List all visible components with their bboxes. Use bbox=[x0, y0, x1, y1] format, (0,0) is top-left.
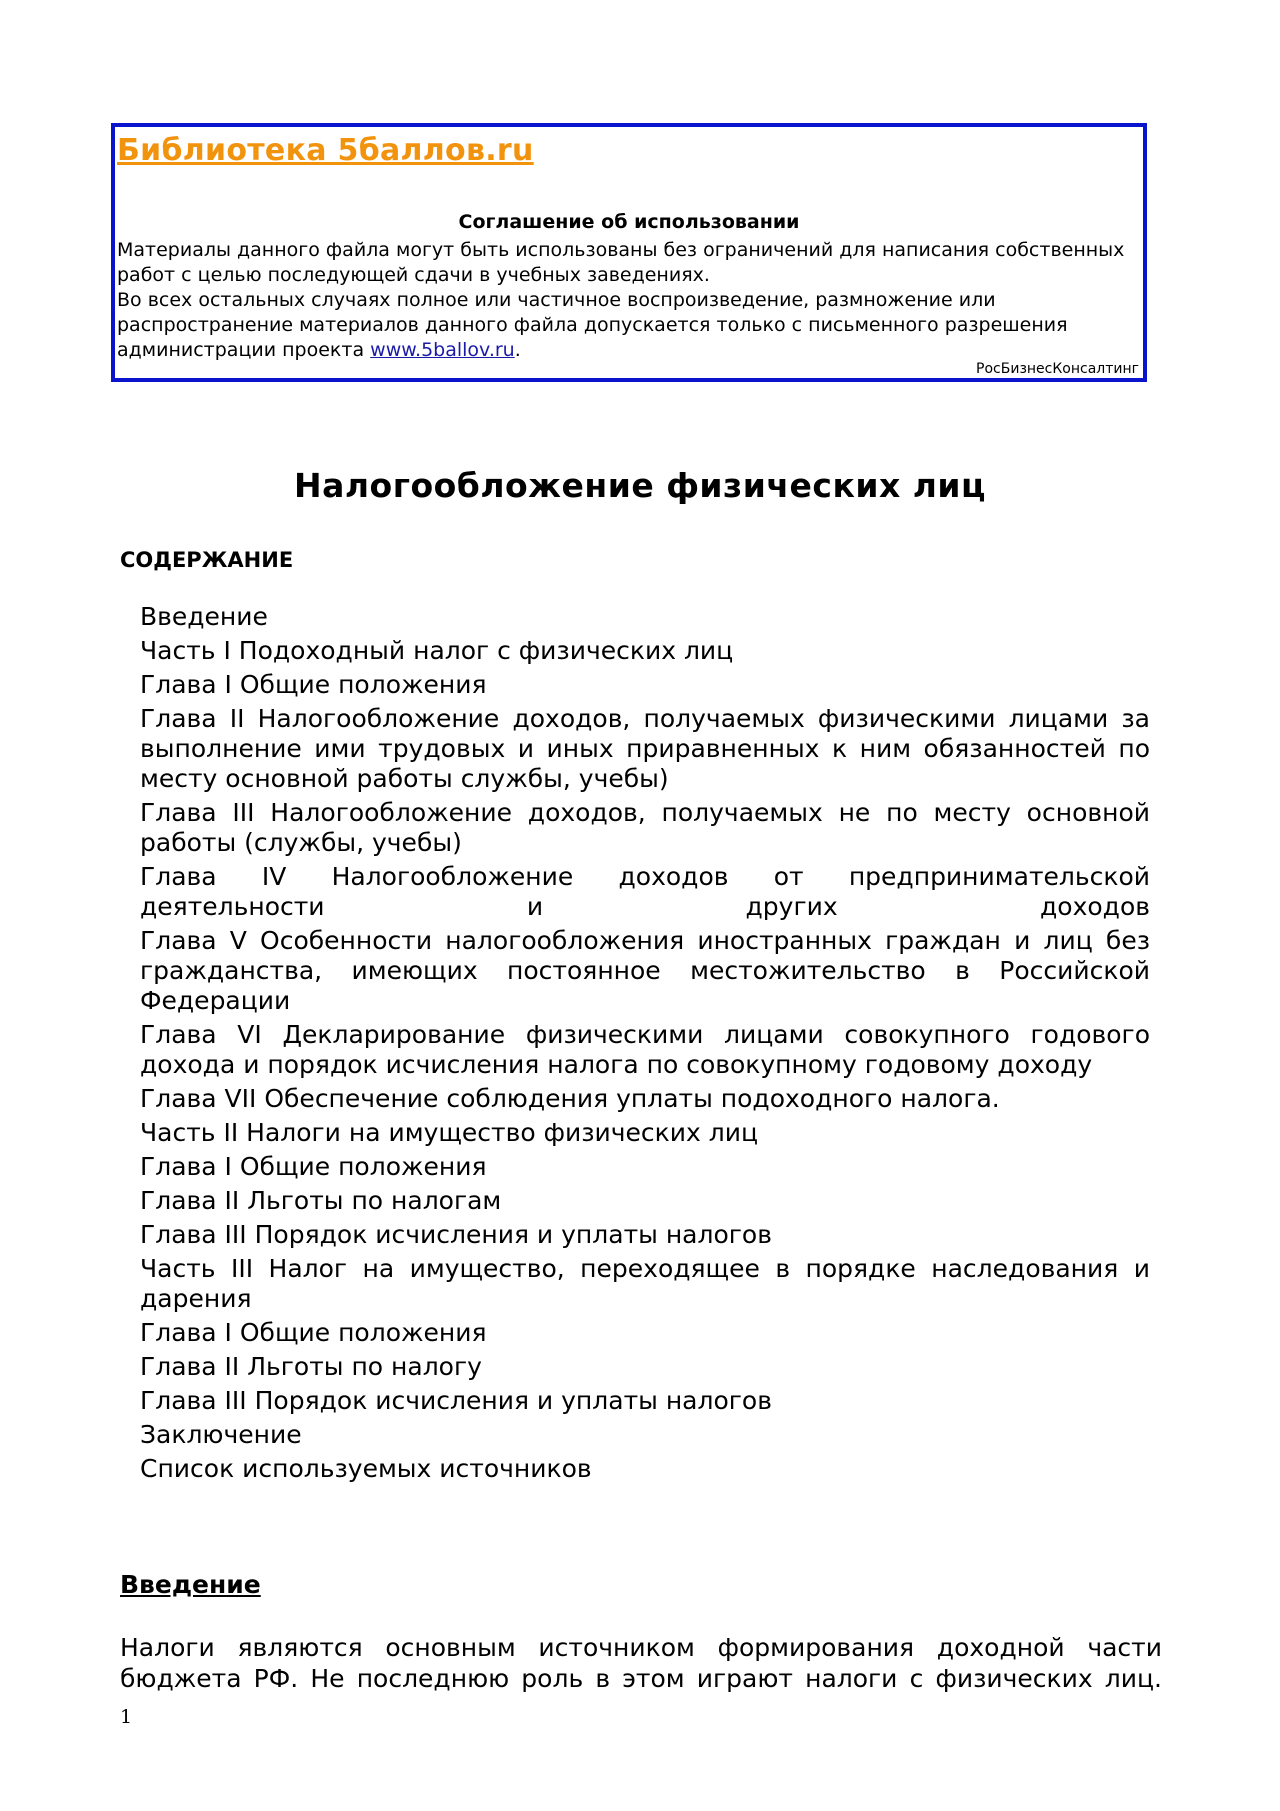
project-link[interactable]: www.5ballov.ru bbox=[370, 339, 515, 361]
library-title-link[interactable]: Библиотека 5баллов.ru bbox=[117, 133, 534, 168]
toc-item: Список используемых источников bbox=[140, 1454, 592, 1483]
toc-item: Глава III Налогообложение доходов, получаемых не по месту основной работы (службы, учебы) bbox=[140, 798, 1150, 857]
agreement-paragraph-2-text: Во всех остальных случаях полное или частичное воспроизведение, размножение или распространение материалов данного файла допускается только с письменного разрешения администрации проекта bbox=[117, 289, 1068, 361]
toc-item: Глава III Порядок исчисления и уплаты налогов bbox=[140, 1220, 772, 1249]
toc-item: Глава II Льготы по налогу bbox=[140, 1352, 482, 1381]
toc-item: Глава VI Декларирование физическими лицами совокупного годового дохода и порядок исчисления налога по совокупному годовому доходу bbox=[140, 1020, 1150, 1079]
toc-item: Глава II Льготы по налогам bbox=[140, 1186, 502, 1215]
agreement-paragraph-1: Материалы данного файла могут быть использованы без ограничений для написания собственных работ с целью последующей сдачи в учебных заведениях. bbox=[117, 239, 1125, 286]
agreement-paragraph-2-end: . bbox=[514, 339, 521, 361]
toc-item: Часть I Подоходный налог с физических лиц bbox=[140, 636, 734, 665]
intro-heading: Введение bbox=[120, 1570, 261, 1599]
table-of-contents bbox=[140, 602, 1150, 1488]
agreement-signature: РосБизнесКонсалтинг bbox=[976, 361, 1139, 377]
page-number: 1 bbox=[120, 1706, 133, 1728]
toc-item: Заключение bbox=[140, 1420, 302, 1449]
toc-item: Глава I Общие положения bbox=[140, 670, 487, 699]
toc-item: Глава II Налогообложение доходов, получаемых физическими лицами за выполнение ими трудовых и иных приравненных к ним обязанностей по месту основной работы службы, учебы) bbox=[140, 704, 1150, 793]
toc-item: Глава III Порядок исчисления и уплаты налогов bbox=[140, 1386, 772, 1415]
toc-item: Глава I Общие положения bbox=[140, 1318, 487, 1347]
agreement-paragraph-2 bbox=[117, 288, 1137, 363]
toc-item: Глава I Общие положения bbox=[140, 1152, 487, 1181]
toc-heading: СОДЕРЖАНИЕ bbox=[120, 548, 294, 572]
agreement-body bbox=[117, 238, 1137, 363]
toc-item: Часть III Налог на имущество, переходящее в порядке наследования и дарения bbox=[140, 1254, 1150, 1313]
toc-item: Введение bbox=[140, 602, 268, 631]
intro-paragraph: Налоги являются основным источником формирования доходной части бюджета РФ. Не последнюю роль в этом играют налоги с физических лиц. bbox=[120, 1633, 1162, 1693]
agreement-heading: Соглашение об использовании bbox=[458, 211, 800, 233]
toc-item: Часть II Налоги на имущество физических лиц bbox=[140, 1118, 758, 1147]
toc-item: Глава V Особенности налогообложения иностранных граждан и лиц без гражданства, имеющих постоянное местожительство в Российской Федерации bbox=[140, 926, 1150, 1015]
toc-item: Глава VII Обеспечение соблюдения уплаты подоходного налога. bbox=[140, 1084, 1000, 1113]
document-title: Налогообложение физических лиц bbox=[293, 466, 986, 505]
toc-item: Глава IV Налогообложение доходов от предпринимательской деятельности и других доходов bbox=[140, 862, 1150, 921]
usage-agreement-box bbox=[111, 123, 1147, 382]
